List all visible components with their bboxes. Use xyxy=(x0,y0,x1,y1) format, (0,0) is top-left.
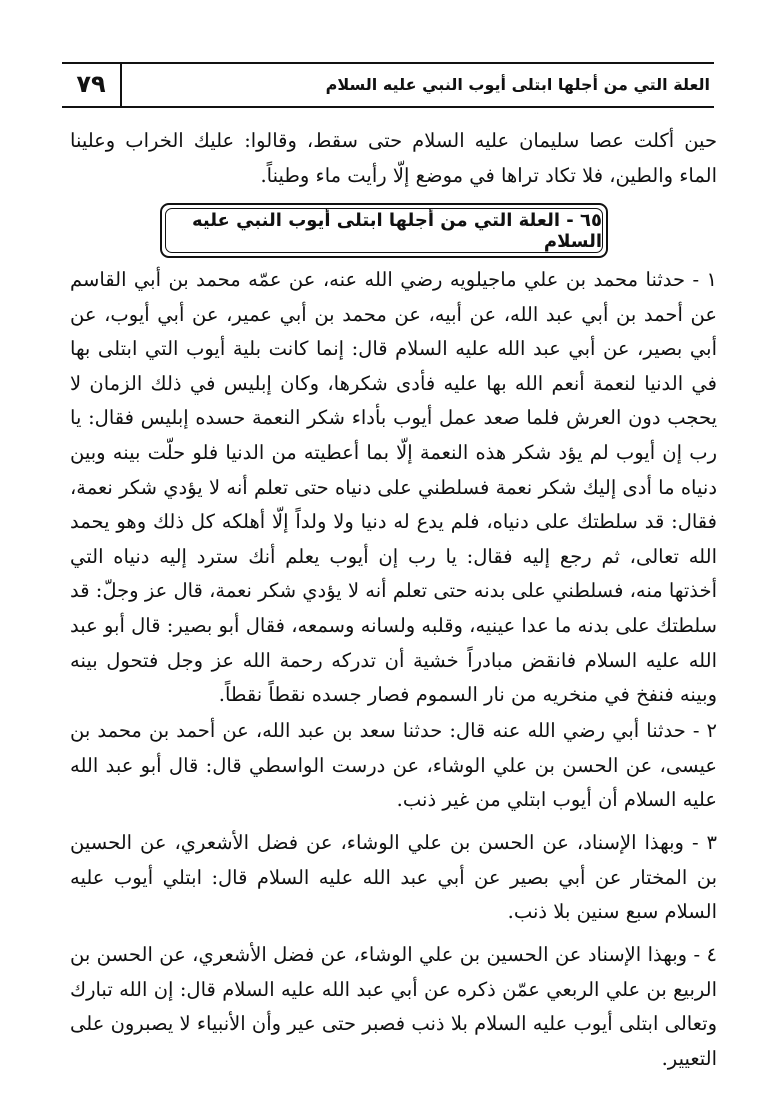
hadith-1-block xyxy=(70,263,717,713)
intro-paragraph: حين أكلت عصا سليمان عليه السلام حتى سقط، وقالوا: عليك الخراب وعلينا الماء والطين، فلا تكاد تراها في موضع إلّا رأيت ماء وطيناً. xyxy=(70,129,717,187)
hadith-3-block xyxy=(70,826,717,930)
running-header xyxy=(62,62,714,108)
hadith-paragraph-2: ٢ - حدثنا أبي رضي الله عنه قال: حدثنا سعد بن عبد الله، عن أحمد بن محمد بن عيسى، عن الحسن بن علي الوشاء، عن درست الواسطي قال: قال أبو عبد الله عليه السلام أن أيوب ابتلي من غير ذنب. xyxy=(70,719,717,812)
page-number: ٧٩ xyxy=(62,62,122,106)
intro-text xyxy=(70,124,717,193)
chapter-title: ٦٥ - العلة التي من أجلها ابتلى أيوب النبي عليه السلام xyxy=(165,208,603,253)
hadith-paragraph-4: ٤ - وبهذا الإسناد عن الحسين بن علي الوشاء، عن فضل الأشعري، عن الحسن بن الربيع بن علي الربعي عمّن ذكره عن أبي عبد الله عليه السلام قال: إن الله تبارك وتعالى ابتلى أيوب عليه السلام بلا ذنب فصبر حتى عير وأن الأنبياء لا يصبرون على التعيير. xyxy=(70,943,717,1070)
hadith-paragraph-3: ٣ - وبهذا الإسناد، عن الحسن بن علي الوشاء، عن فضل الأشعري، عن الحسين بن المختار عن أبي بصير عن أبي عبد الله عليه السلام قال: ابتلي أيوب عليه السلام سبع سنين بلا ذنب. xyxy=(70,831,717,924)
hadith-2-block xyxy=(70,714,717,818)
running-title: العلة التي من أجلها ابتلى أيوب النبي عليه السلام xyxy=(325,74,710,94)
chapter-heading-box xyxy=(160,203,608,258)
hadith-paragraph-1: ١ - حدثنا محمد بن علي ماجيلويه رضي الله عنه، عن عمّه محمد بن أبي القاسم عن أحمد بن أبي عبد الله، عن أبيه، عن محمد بن أبي عمير، عن أبي أيوب، عن أبي بصير، عن أبي عبد الله عليه السلام قال: إنما كانت بلية أيوب التي ابتلى بها في الدنيا لنعمة أنعم الله بها عليه فأدى شكرها، وكان إبليس في ذلك الزمان لا يحجب دون العرش فلما صعد عمل أيوب بأداء شكر النعمة حسده إبليس فقال: يا رب إن أيوب لم يؤد شكر هذه النعمة إلّا بما أعطيته من الدنيا فلو حلّت بينه وبين دنياه ما أدى إليك شكر نعمة فسلطني على دنياه حتى تعلم أنه لا يؤدي شكر نعمة، فقال: قد سلطتك على دنياه، فلم يدع له دنيا ولا ولداً إلّا أهلكه كل ذلك وهو يحمد الله تعالى، ثم رجع إليه فقال: يا رب إن أيوب يعلم أنك سترد إليه دنياه التي أخذتها منه، فسلطني على بدنه حتى تعلم أنه لا يؤدي شكر نعمة، قال عز وجلّ: قد سلطتك على بدنه ما عدا عينيه، وقلبه ولسانه وسمعه، فقال أبو بصير: قال أبو عبد الله عليه السلام فانقض مبادراً خشية أن تدركه رحمة الله عز وجل فتحول بينه وبينه فنفخ في منخريه من نار السموم فصار جسده نقطاً نقطاً. xyxy=(70,268,717,707)
hadith-4-block xyxy=(70,938,717,1076)
header-bottom-rule xyxy=(62,106,714,108)
